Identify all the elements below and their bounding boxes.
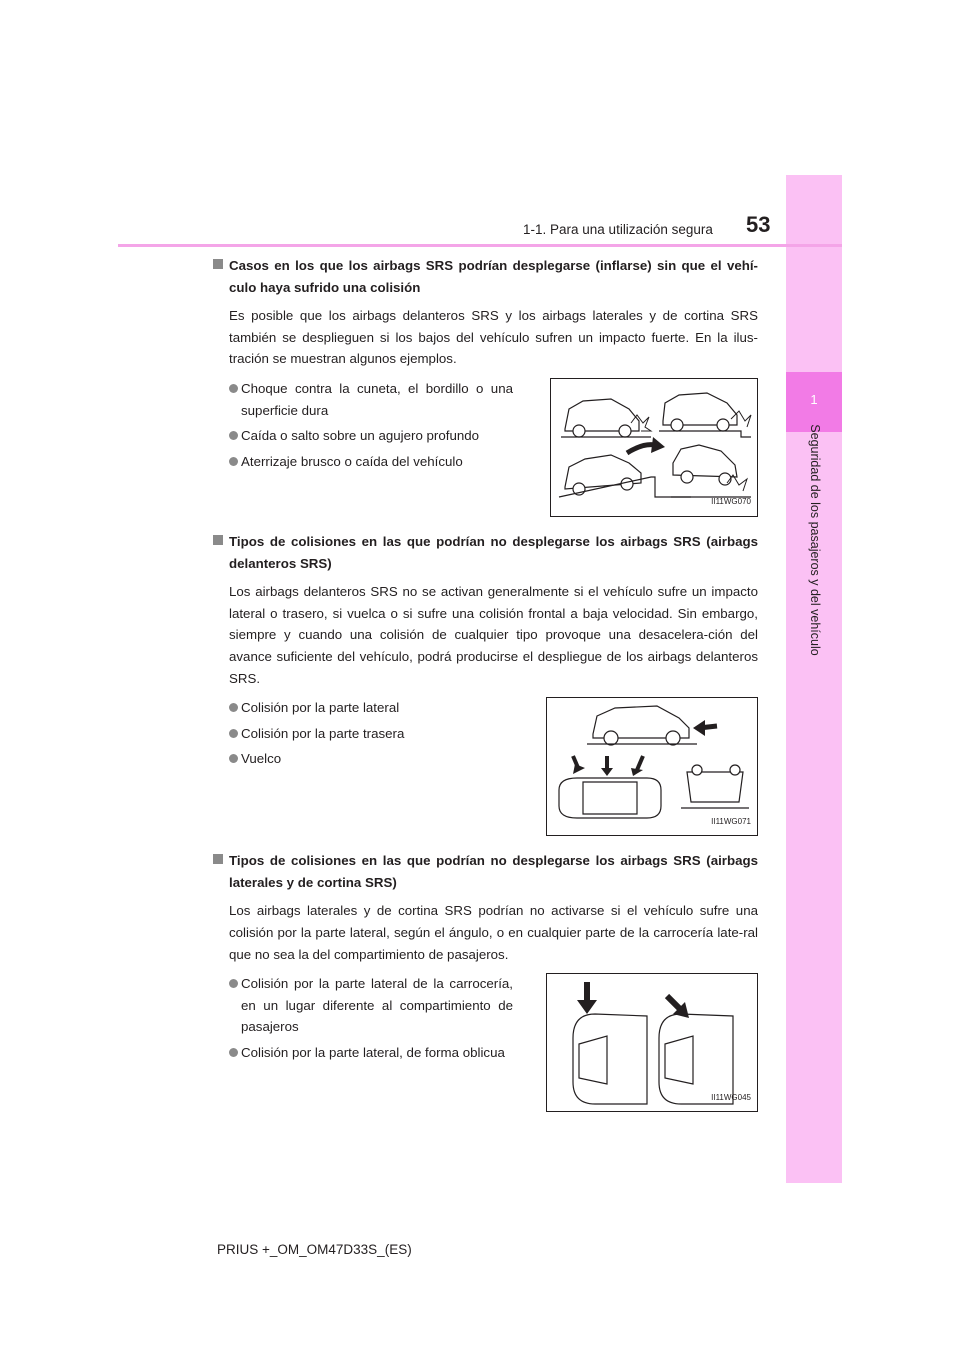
illustration-side-rear-rollover xyxy=(546,697,758,836)
circle-bullet-icon xyxy=(229,1048,238,1057)
section-heading xyxy=(213,531,758,574)
square-bullet-icon xyxy=(213,259,223,269)
list-item: Colisión por la parte lateral xyxy=(229,697,513,719)
circle-bullet-icon xyxy=(229,703,238,712)
section-front-airbags-no-deploy xyxy=(213,531,758,836)
figure-code: II11WG070 xyxy=(711,497,751,507)
figure-code: II11WG071 xyxy=(711,816,751,826)
circle-bullet-icon xyxy=(229,384,238,393)
list-item: Caída o salto sobre un agujero profundo xyxy=(229,425,513,447)
section-heading-text: Tipos de colisiones en las que podrían no desplegarse los airbags SRS (airbags delanteros SRS) xyxy=(229,533,758,571)
circle-bullet-icon xyxy=(229,979,238,988)
footer-model-code: PRIUS +_OM_OM47D33S_(ES) xyxy=(217,1242,412,1257)
section-title: 1-1. Para una utilización segura xyxy=(523,222,713,237)
section-airbag-deploy-no-collision xyxy=(213,255,758,517)
chapter-number: 1 xyxy=(810,392,818,407)
header-rule xyxy=(118,244,842,247)
section-heading-text: Tipos de colisiones en las que podrían no desplegarse los airbags SRS (airbags laterales y de cortina SRS) xyxy=(229,853,758,890)
circle-bullet-icon xyxy=(229,457,238,466)
section-heading-text: Casos en los que los airbags SRS podrían desplegarse (inflarse) sin que el vehí-culo haya sufrido una colisión xyxy=(229,258,758,295)
circle-bullet-icon xyxy=(229,754,238,763)
page-content xyxy=(213,255,758,1112)
circle-bullet-icon xyxy=(229,729,238,738)
section-body: Es posible que los airbags delanteros SRS y los airbags laterales y de cortina SRS también se desplieguen si los bajos del vehículo sufren un impacto fuerte. En la ilus-tración se muestran algunos ejemplos. xyxy=(229,308,758,367)
illustration-undercarriage-impacts xyxy=(550,378,758,517)
chapter-title: Seguridad de los pasajeros y del vehículo xyxy=(808,424,822,656)
square-bullet-icon xyxy=(213,535,223,545)
section-heading xyxy=(213,255,758,298)
list-item: Vuelco xyxy=(229,748,513,770)
list-item: Aterrizaje brusco o caída del vehículo xyxy=(229,451,513,473)
list-item: Colisión por la parte lateral de la carrocería, en un lugar diferente al compartimiento de pasajeros xyxy=(229,973,513,1038)
list-item: Colisión por la parte trasera xyxy=(229,723,513,745)
bullet-list xyxy=(213,973,513,1112)
illustration-side-oblique-impact xyxy=(546,973,758,1112)
section-body: Los airbags delanteros SRS no se activan generalmente si el vehículo sufre un impacto lateral o trasero, si vuelca o si sufre una colisión frontal a baja velocidad. Sin embargo, siempre y cuando una colisión de cualquier tipo provoque una desacelera-ción del avance suficiente del vehículo, podrá producirse el despliegue de los airbags delanteros SRS. xyxy=(229,584,758,686)
figure-code: II11WG045 xyxy=(711,1092,751,1102)
side-tab xyxy=(786,175,842,1183)
list-item: Choque contra la cuneta, el bordillo o una superficie dura xyxy=(229,378,513,421)
section-heading xyxy=(213,850,758,893)
bullet-list xyxy=(213,697,513,836)
list-item: Colisión por la parte lateral, de forma oblicua xyxy=(229,1042,513,1064)
section-body: Los airbags laterales y de cortina SRS podrían no activarse si el vehículo sufre una colisión por la parte lateral, según el ángulo, o en cualquier parte de la carrocería late-ral que no sea la del compartimiento de pasajeros. xyxy=(229,903,758,962)
circle-bullet-icon xyxy=(229,431,238,440)
section-side-curtain-airbags-no-deploy xyxy=(213,850,758,1112)
bullet-list xyxy=(213,378,513,517)
page-number: 53 xyxy=(746,212,771,237)
square-bullet-icon xyxy=(213,854,223,864)
